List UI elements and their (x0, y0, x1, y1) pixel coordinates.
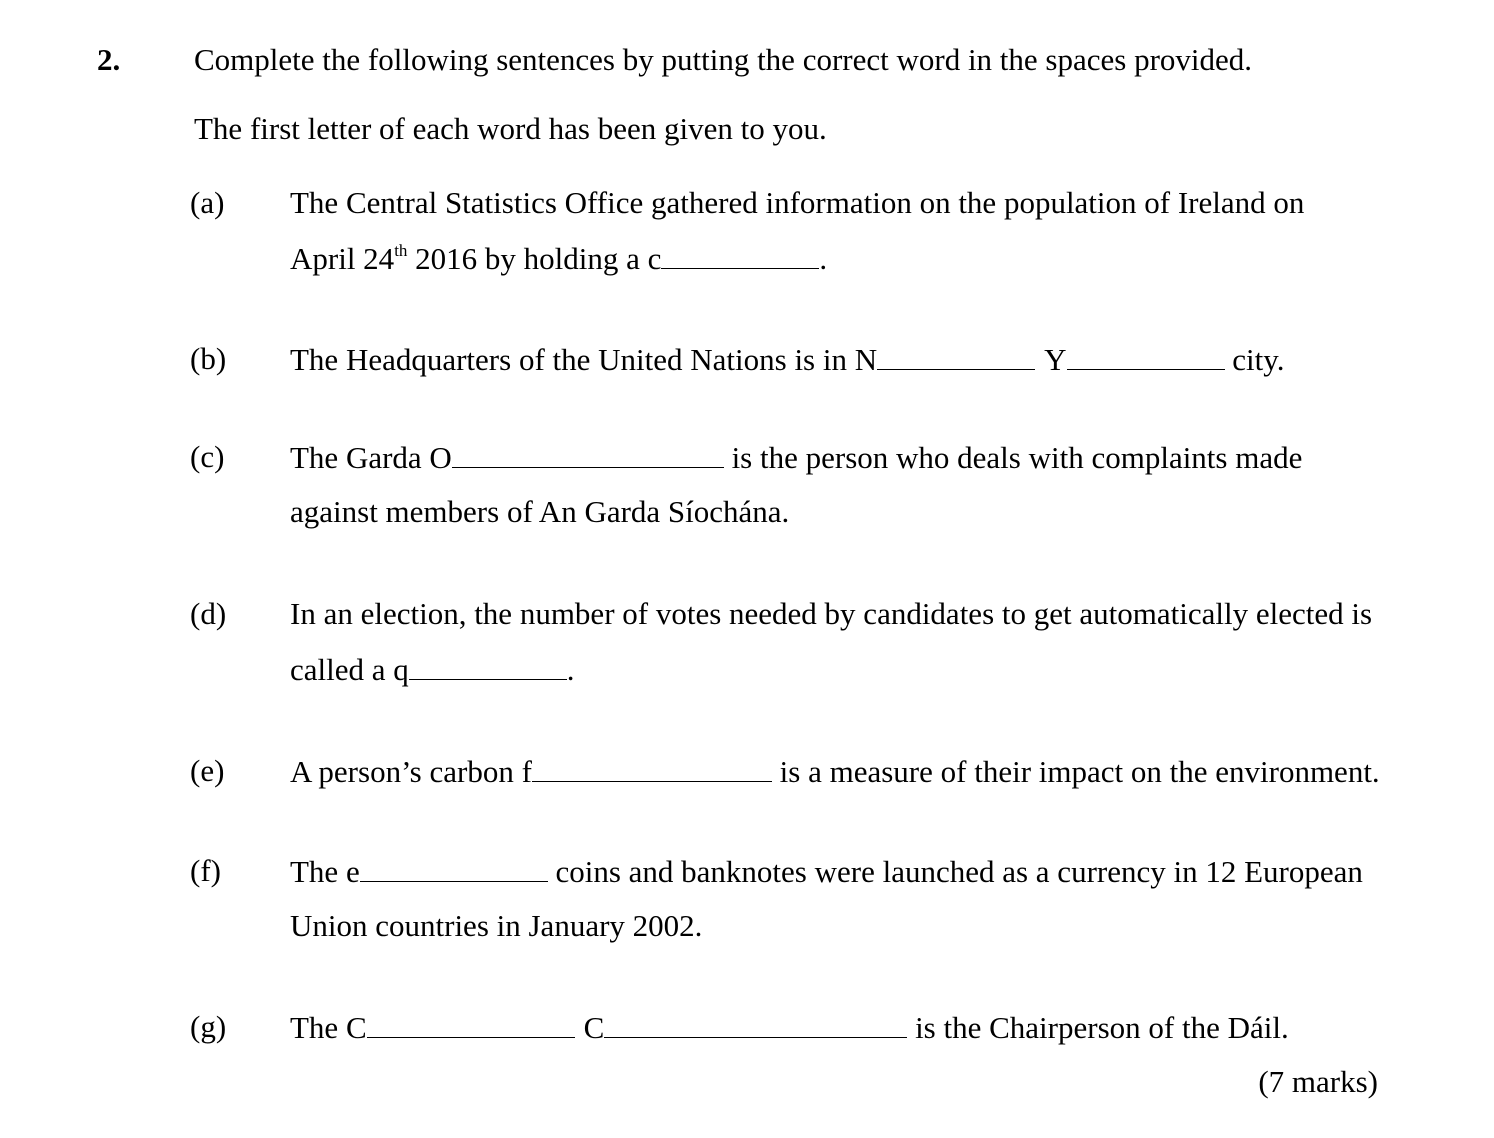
item-f-text-2: coins and banknotes were launched as a currency in 12 European (547, 854, 1363, 889)
item-d-period: . (566, 652, 575, 687)
item-b-end: city. (1224, 342, 1285, 377)
item-a-superscript: th (394, 241, 408, 260)
item-c-label: (c) (190, 439, 225, 474)
item-b-text: The Headquarters of the United Nations is in N (290, 342, 878, 377)
instruction-line-2: The first letter of each word has been given to you. (194, 111, 827, 146)
item-c-line-2: against members of An Garda Síochána. (290, 494, 790, 529)
item-a-label: (a) (190, 185, 225, 220)
item-d-answer-blank[interactable] (409, 653, 567, 680)
item-c-text-2: is the person who deals with complaints made (723, 440, 1303, 475)
item-g-text: The C (290, 1010, 367, 1045)
item-c-line-1 (290, 441, 1302, 473)
item-a-line-2 (290, 242, 827, 274)
item-f-answer-blank[interactable] (360, 855, 548, 882)
marks-total: (7 marks) (1258, 1064, 1378, 1099)
item-b-answer-blank-1[interactable] (877, 343, 1035, 370)
item-g-line (290, 1011, 1289, 1043)
item-g-answer-blank-2[interactable] (604, 1011, 907, 1038)
item-b-label: (b) (190, 341, 227, 376)
item-d-text: called a q (290, 652, 409, 687)
item-a-text: April 24 (290, 241, 395, 276)
item-c-answer-blank[interactable] (452, 441, 724, 468)
item-b-line (290, 343, 1285, 375)
item-f-text: The e (290, 854, 360, 889)
item-g-text-2: is the Chairperson of the Dáil. (907, 1010, 1289, 1045)
item-d-line-2 (290, 653, 575, 685)
item-a-answer-blank[interactable] (661, 242, 819, 269)
item-b-answer-blank-2[interactable] (1067, 343, 1225, 370)
item-a-period: . (819, 241, 828, 276)
item-e-text: A person’s carbon f (290, 754, 532, 789)
item-b-letter-y: Y (1044, 342, 1067, 377)
item-f-line-1 (290, 855, 1363, 887)
item-g-label: (g) (190, 1009, 227, 1044)
item-c-text: The Garda O (290, 440, 452, 475)
item-g-answer-blank-1[interactable] (367, 1011, 575, 1038)
item-e-line (290, 755, 1380, 787)
instruction-line-1: Complete the following sentences by putting the correct word in the spaces provided. (194, 42, 1253, 77)
item-e-text-2: is a measure of their impact on the environment. (771, 754, 1380, 789)
item-d-line-1: In an election, the number of votes needed by candidates to get automatically elected is (290, 596, 1373, 631)
item-g-letter-c: C (583, 1010, 605, 1045)
question-number: 2. (97, 42, 121, 77)
item-f-label: (f) (190, 853, 221, 888)
item-a-line-1: The Central Statistics Office gathered information on the population of Ireland on (290, 185, 1305, 220)
item-d-label: (d) (190, 596, 227, 631)
item-f-line-2: Union countries in January 2002. (290, 908, 703, 943)
item-e-label: (e) (190, 753, 225, 788)
item-a-text-2: 2016 by holding a c (407, 241, 662, 276)
item-e-answer-blank[interactable] (532, 755, 772, 782)
